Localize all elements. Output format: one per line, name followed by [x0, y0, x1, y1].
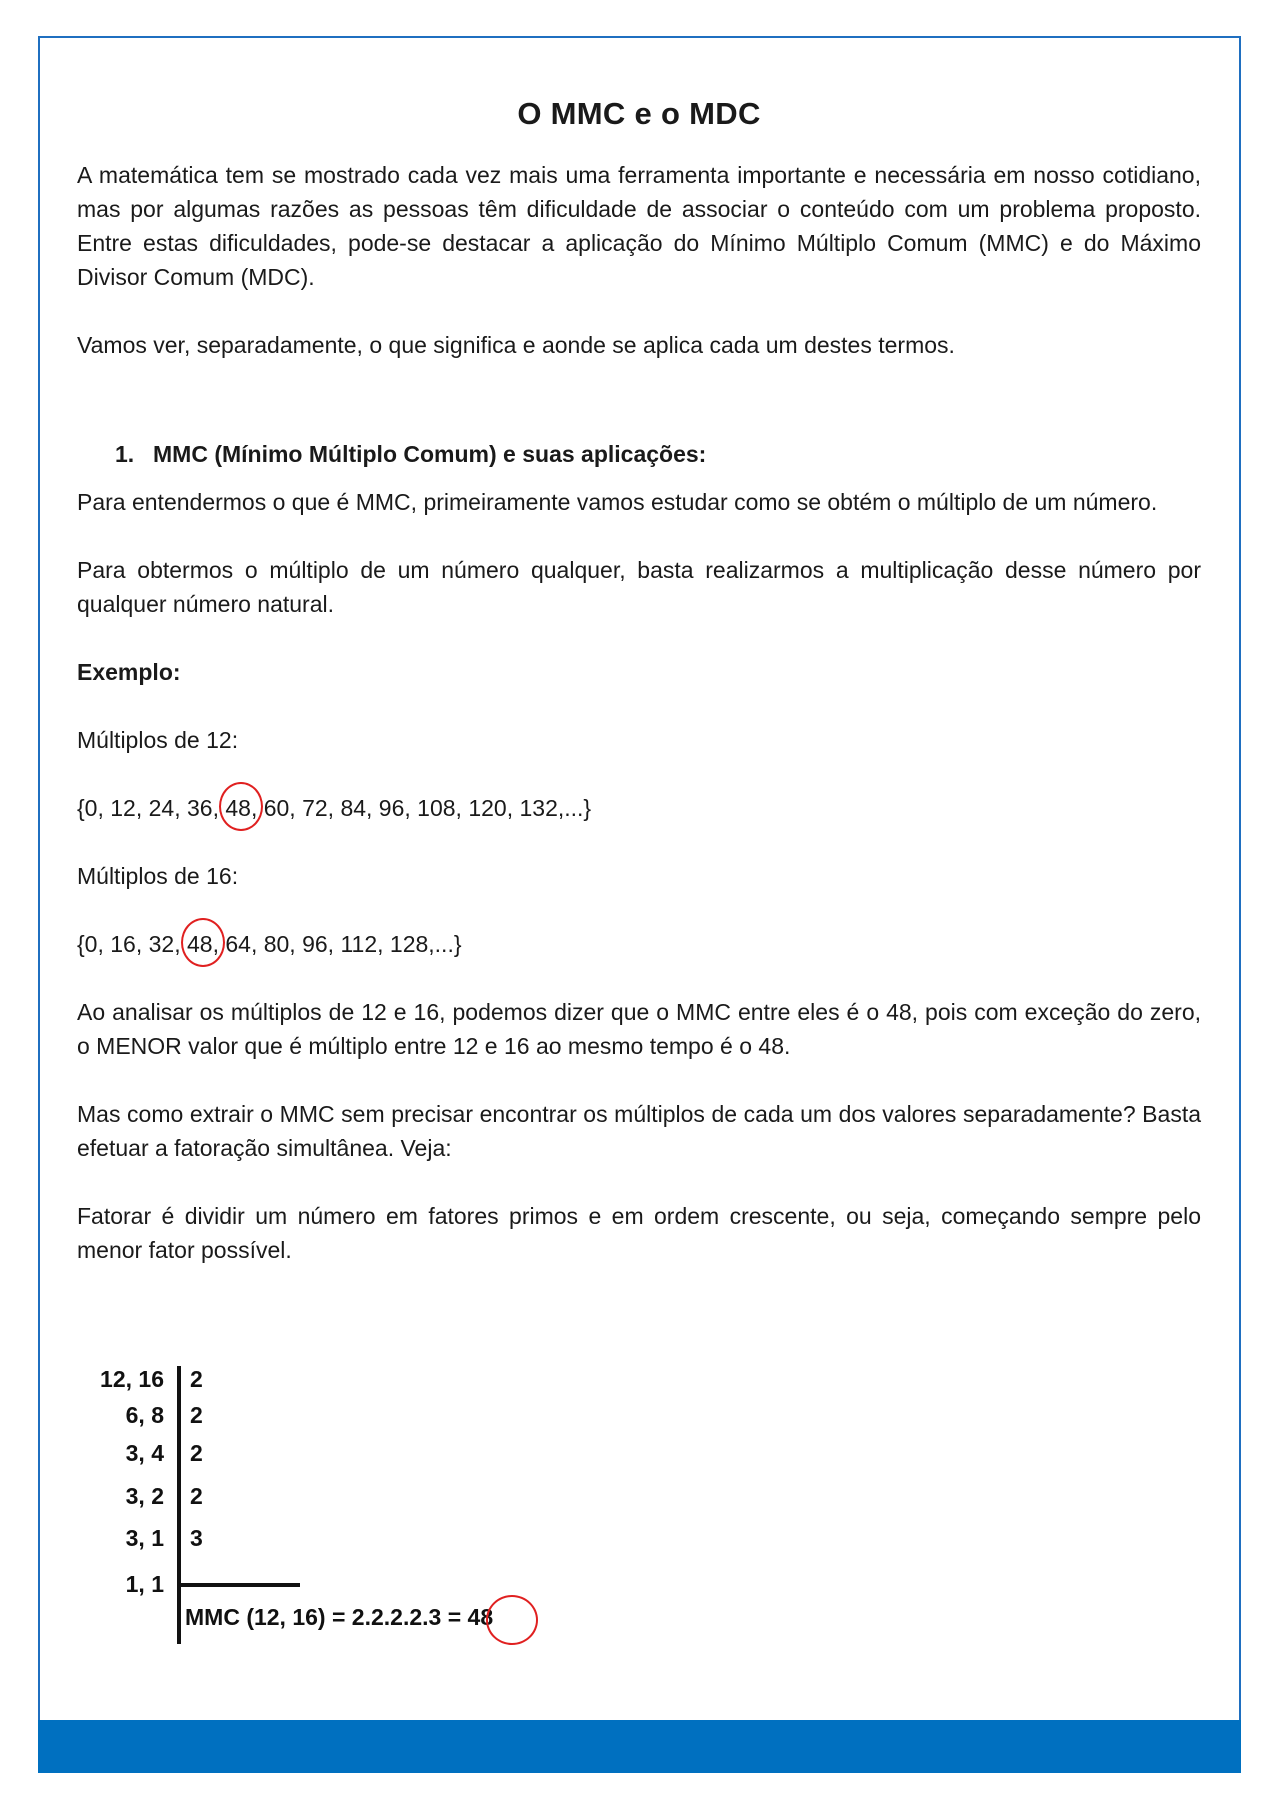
multiples-12-after: , 60, 72, 84, 96, 108, 120, 132,...} [250, 795, 592, 821]
intro-paragraph: A matemática tem se mostrado cada vez mais uma ferramenta importante e necessária em nosso cotidiano, mas por algumas razões as pessoas têm dificuldade de associar o conteúdo com um problema proposto. Entre estas dificuldades, pode-se destacar a aplicação do Mínimo Múltiplo Comum (MMC) e do Máximo Divisor Comum (MDC). [77, 162, 1201, 290]
factorization-vertical-line [177, 1366, 181, 1644]
example-label: Exemplo: [77, 659, 181, 685]
multiples-16-label: Múltiplos de 16: [77, 863, 239, 889]
intro-paragraph-2: Vamos ver, separadamente, o que significa e aonde se aplica cada um destes termos. [77, 332, 955, 358]
paragraph-mmc-intro: Para entendermos o que é MMC, primeiramente vamos estudar como se obtém o múltiplo de um número. [77, 489, 1158, 515]
document-content [77, 96, 1201, 1267]
multiples-16-before: {0, 16, 32, [77, 931, 187, 957]
mmc-result-value: 48 [467, 1604, 494, 1630]
fact-row-factor: 3 [190, 1525, 203, 1551]
paragraph-multiple-definition: Para obtermos o múltiplo de um número qualquer, basta realizarmos a multiplicação desse número por qualquer número natural. [77, 557, 1201, 617]
paragraph-factor-definition: Fatorar é dividir um número em fatores primos e em ordem crescente, ou seja, começando sempre pelo menor fator possível. [77, 1203, 1201, 1263]
fact-row-factor: 2 [190, 1366, 203, 1392]
fact-row-factor: 2 [190, 1483, 203, 1509]
paragraph-question: Mas como extrair o MMC sem precisar encontrar os múltiplos de cada um dos valores separadamente? Basta efetuar a fatoração simultânea. Veja: [77, 1101, 1201, 1161]
multiples-12-list [77, 791, 1201, 825]
result-circle [486, 1595, 538, 1645]
fact-row-numbers: 6, 8 [125, 1402, 164, 1428]
section-number: 1. [115, 441, 135, 467]
fact-row-factor: 2 [190, 1440, 203, 1466]
section-heading-mmc [77, 437, 1201, 471]
page-title: O MMC e o MDC [517, 96, 761, 131]
footer-bar [38, 1720, 1241, 1773]
fact-row-numbers: 3, 2 [125, 1483, 164, 1509]
fact-row-numbers: 1, 1 [125, 1571, 164, 1597]
fact-row-factor: 2 [190, 1402, 203, 1428]
mmc-result-text: MMC (12, 16) = 2.2.2.2.3 = [185, 1604, 468, 1630]
multiples-16-list [77, 927, 1201, 961]
multiples-16-after: , 64, 80, 96, 112, 128,...} [212, 931, 462, 957]
paragraph-analysis: Ao analisar os múltiplos de 12 e 16, podemos dizer que o MMC entre eles é o 48, pois com exceção do zero, o MENOR valor que é múltiplo entre 12 e 16 ao mesmo tempo é o 48. [77, 999, 1201, 1059]
multiples-12-label: Múltiplos de 12: [77, 727, 239, 753]
factorization-horizontal-line [177, 1583, 300, 1587]
factorization-diagram [88, 1366, 548, 1656]
multiples-12-before: {0, 12, 24, 36, [77, 795, 226, 821]
fact-row-numbers: 3, 4 [125, 1440, 164, 1466]
circled-48-b: 48 [187, 927, 213, 961]
circled-48-a: 48 [225, 791, 251, 825]
section-title: MMC (Mínimo Múltiplo Comum) e suas aplicações: [153, 441, 707, 467]
fact-row-numbers: 12, 16 [100, 1366, 164, 1392]
mmc-result [185, 1604, 493, 1631]
fact-row-numbers: 3, 1 [125, 1525, 164, 1551]
